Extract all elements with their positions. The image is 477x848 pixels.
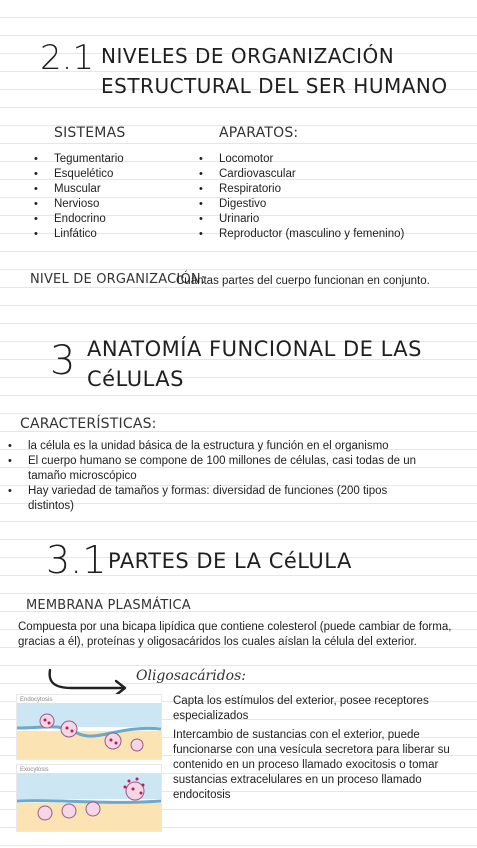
caracteristicas-heading: CARACTERÍSTICAS: — [20, 416, 157, 432]
list-item: • Cardiovascular — [197, 167, 467, 182]
sistemas-list — [32, 152, 182, 242]
list-item: • Esquelético — [32, 167, 182, 182]
exocytosis-image — [16, 764, 162, 832]
list-item: • la célula es la unidad básica de la estructura y función en el organismo — [6, 439, 436, 454]
list-item: • Digestivo — [197, 197, 467, 212]
list-item: • Respiratorio — [197, 182, 467, 197]
section-title-3-1: PARTES DE LA CéLULA — [108, 549, 352, 573]
section-number-3-1: 3.1 — [46, 538, 107, 582]
sistemas-heading: SISTEMAS — [54, 125, 126, 141]
list-item: • El cuerpo humano se compone de 100 millones de células, casi todas de un tamaño microscópico — [6, 454, 436, 484]
membrana-desc-2: Intercambio de sustancias con el exterior, puede funcionarse con una vesícula secretora para liberar su contenido en un proceso llamado exocitosis o tomar sustancias extracelulares en un proceso llamado endocitosis — [173, 729, 450, 801]
membrana-text: Compuesta por una bicapa lipídica que contiene colesterol (puede cambiar de forma, gracias a él), proteínas y oligosacáridos los cuales aíslan la célula del exterior. — [18, 621, 452, 648]
list-item: • Hay variedad de tamaños y formas: diversidad de funciones (200 tipos distintos) — [6, 484, 436, 514]
endocytosis-image-label: Endocytosis — [20, 697, 53, 703]
exocytosis-image-label: Exocytosis — [20, 767, 49, 773]
section-title-3-line1: ANATOMÍA FUNCIONAL DE LAS — [87, 337, 423, 361]
section-number-3: 3 — [50, 338, 76, 384]
list-item: • Linfático — [32, 227, 182, 242]
list-item: • Muscular — [32, 182, 182, 197]
list-item: • Urinario — [197, 212, 467, 227]
caracteristicas-list — [6, 439, 436, 514]
nivel-text: Cuántas partes del cuerpo funcionan en conjunto. — [176, 275, 430, 287]
membrana-desc-1: Capta los estímulos del exterior, posee receptores especializados — [173, 695, 429, 722]
list-item: • Reproductor (masculino y femenino) — [197, 227, 467, 242]
aparatos-list — [197, 152, 467, 242]
list-item: • Nervioso — [32, 197, 182, 212]
aparatos-heading: APARATOS: — [219, 125, 299, 141]
list-item: • Locomotor — [197, 152, 467, 167]
section-number-2-1: 2.1 — [40, 38, 95, 78]
list-item: • Endocrino — [32, 212, 182, 227]
nivel-label: NIVEL DE ORGANIZACIÓN: — [30, 272, 206, 287]
endocytosis-image — [16, 694, 162, 760]
section-title-2-1-line1: NIVELES DE ORGANIZACIÓN — [101, 44, 395, 68]
section-title-2-1-line2: ESTRUCTURAL DEL SER HUMANO — [101, 74, 448, 98]
membrana-heading: MEMBRANA PLASMÁTICA — [26, 598, 191, 613]
list-item: • Tegumentario — [32, 152, 182, 167]
oligosacaridos-annotation: Oligosacáridos: — [136, 668, 247, 684]
section-title-3-line2: CéLULAS — [87, 367, 184, 391]
